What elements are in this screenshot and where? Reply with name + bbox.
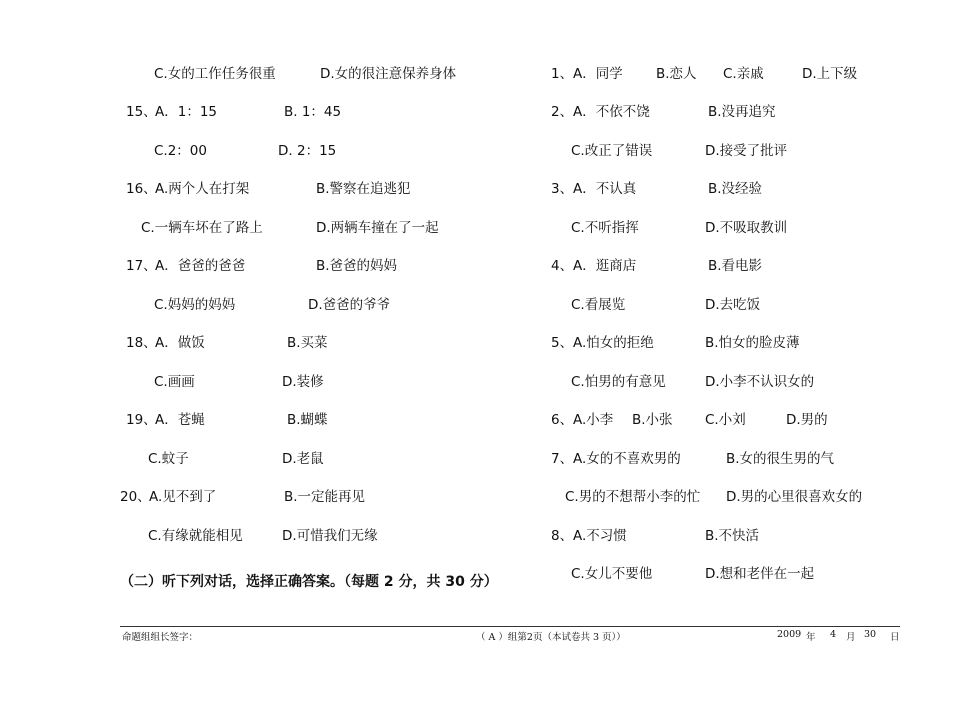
q5-option-a: A.怕女的拒绝 bbox=[573, 335, 654, 351]
footer-divider bbox=[120, 626, 900, 627]
q15-option-c: C.2：00 bbox=[154, 143, 207, 159]
q20-option-d: D.可惜我们无缘 bbox=[282, 528, 378, 544]
footer-month: 4 bbox=[830, 629, 837, 640]
q6-option-b: B.小张 bbox=[632, 412, 673, 428]
q17-option-a: A．爸爸的爸爸 bbox=[155, 258, 246, 274]
footer-year: 2009 bbox=[777, 629, 802, 640]
footer-day: 30 bbox=[864, 629, 877, 640]
section-heading: （二）听下列对话，选择正确答案。（每题 2 分，共 30 分） bbox=[120, 574, 498, 590]
q6-option-a: A.小李 bbox=[573, 412, 614, 428]
q18-option-a: A．做饭 bbox=[155, 335, 205, 351]
q3-option-c: C.不听指挥 bbox=[571, 220, 639, 236]
left-q14-option-d: D.女的很注意保养身体 bbox=[320, 66, 457, 82]
q1-option-b: B.恋人 bbox=[656, 66, 697, 82]
q4-option-c: C.看展览 bbox=[571, 297, 626, 313]
q7-option-a: A.女的不喜欢男的 bbox=[573, 451, 681, 467]
q17-option-c: C.妈妈的妈妈 bbox=[154, 297, 236, 313]
q8-number: 8、 bbox=[551, 528, 574, 544]
q2-option-b: B.没再追究 bbox=[708, 104, 776, 120]
q18-option-b: B.买菜 bbox=[287, 335, 328, 351]
q19-option-b: B.蝴蝶 bbox=[287, 412, 328, 428]
q17-option-b: B.爸爸的妈妈 bbox=[316, 258, 398, 274]
q19-option-d: D.老鼠 bbox=[282, 451, 324, 467]
q1-option-d: D.上下级 bbox=[802, 66, 858, 82]
q4-option-d: D.去吃饭 bbox=[705, 297, 761, 313]
footer-year-unit: 年 bbox=[806, 632, 816, 643]
q20-option-b: B.一定能再见 bbox=[284, 489, 366, 505]
q7-option-b: B.女的很生男的气 bbox=[726, 451, 835, 467]
q18-number: 18、 bbox=[126, 335, 157, 351]
q16-option-d: D.两辆车撞在了一起 bbox=[316, 220, 439, 236]
q20-number: 20、 bbox=[120, 489, 151, 505]
q18-option-d: D.装修 bbox=[282, 374, 324, 390]
q15-option-a: A．1：15 bbox=[155, 104, 218, 120]
q2-number: 2、 bbox=[551, 104, 574, 120]
q1-number: 1、 bbox=[551, 66, 574, 82]
q15-option-b: B. 1：45 bbox=[284, 104, 342, 120]
q3-number: 3、 bbox=[551, 181, 574, 197]
q19-option-c: C.蚊子 bbox=[148, 451, 189, 467]
footer-month-unit: 月 bbox=[846, 632, 856, 643]
q1-option-a: A．同学 bbox=[573, 66, 623, 82]
q20-option-c: C.有缘就能相见 bbox=[148, 528, 243, 544]
q18-option-c: C.画画 bbox=[154, 374, 195, 390]
q4-option-a: A．逛商店 bbox=[573, 258, 637, 274]
q7-number: 7、 bbox=[551, 451, 574, 467]
q5-option-d: D.小李不认识女的 bbox=[705, 374, 815, 390]
q8-option-a: A.不习惯 bbox=[573, 528, 627, 544]
q16-option-a: A.两个人在打架 bbox=[155, 181, 250, 197]
q3-option-a: A．不认真 bbox=[573, 181, 637, 197]
q5-option-c: C.怕男的有意见 bbox=[571, 374, 666, 390]
q5-option-b: B.怕女的脸皮薄 bbox=[705, 335, 800, 351]
q1-option-c: C.亲戚 bbox=[723, 66, 764, 82]
q17-number: 17、 bbox=[126, 258, 157, 274]
q3-option-b: B.没经验 bbox=[708, 181, 763, 197]
q8-option-b: B.不快活 bbox=[705, 528, 760, 544]
q17-option-d: D.爸爸的爷爷 bbox=[308, 297, 391, 313]
q19-option-a: A．苍蝇 bbox=[155, 412, 205, 428]
q6-number: 6、 bbox=[551, 412, 574, 428]
q16-number: 16、 bbox=[126, 181, 157, 197]
q6-option-c: C.小刘 bbox=[705, 412, 746, 428]
q6-option-d: D.男的 bbox=[786, 412, 828, 428]
q4-option-b: B.看电影 bbox=[708, 258, 763, 274]
footer-day-unit: 日 bbox=[890, 632, 900, 643]
left-q14-option-c: C.女的工作任务很重 bbox=[154, 66, 276, 82]
q16-option-b: B.警察在追逃犯 bbox=[316, 181, 411, 197]
q4-number: 4、 bbox=[551, 258, 574, 274]
q16-option-c: C.一辆车坏在了路上 bbox=[141, 220, 263, 236]
footer-page-info: （ A ）组第2页（本试卷共 3 页）） bbox=[476, 632, 626, 643]
q8-option-c: C.女儿不要他 bbox=[571, 566, 653, 582]
q2-option-a: A．不依不饶 bbox=[573, 104, 650, 120]
q8-option-d: D.想和老伴在一起 bbox=[705, 566, 815, 582]
footer-signature-label: 命题组组长签字： bbox=[122, 632, 199, 643]
q15-number: 15、 bbox=[126, 104, 157, 120]
q2-option-c: C.改正了错误 bbox=[571, 143, 653, 159]
q19-number: 19、 bbox=[126, 412, 157, 428]
q20-option-a: A.见不到了 bbox=[149, 489, 217, 505]
q5-number: 5、 bbox=[551, 335, 574, 351]
q2-option-d: D.接受了批评 bbox=[705, 143, 788, 159]
q3-option-d: D.不吸取教训 bbox=[705, 220, 788, 236]
q7-option-c: C.男的不想帮小李的忙 bbox=[565, 489, 701, 505]
q15-option-d: D. 2：15 bbox=[278, 143, 337, 159]
q7-option-d: D.男的心里很喜欢女的 bbox=[726, 489, 863, 505]
